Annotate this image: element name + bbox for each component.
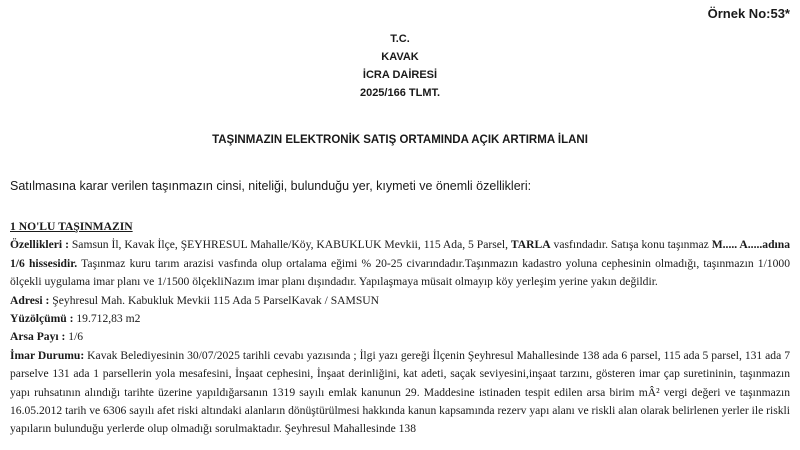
features-bold-1: TARLA <box>510 238 551 252</box>
area-value: 19.712,83 m2 <box>73 312 141 326</box>
address-label: Adresi : <box>10 293 50 307</box>
property-details <box>10 218 790 439</box>
share-value: 1/6 <box>65 330 84 344</box>
zoning-value: Kavak Belediyesinin 30/07/2025 tarihli cevabı yazısında ; İlgi yazı gereği İlçenin Şeyhresul Mahallesinde 138 ada 6 parsel, 115 ada 5 parsel, 131 ada 7 parselve 131 ada 1 parsellerin yola mesafesini, İnşaat cephesini, İnşaat derinliğini, kat adeti, saçak seviyesini,inşaat tarzını, gösteren imar çap suretininin, taşınmazın yapı ruhsatının alındığı tarihte üzerine yapıldığarsanın 1319 sayılı emlak kanunun 29. Maddesine istinaden tespit edilen arsa birim mÂ² vergi değeri ve taşınmazın 16.05.2012 tarih ve 6306 sayılı afet riski altındaki alanların dönüştürülmesi hakkında kanun kapsamında rezerv yapı alanı ve riskli alan olarak belirlenen yerler ile riskli yapıların bulunduğu yerlerde olup olmadığı sorulmaktadır. Şeyhresul Mahallesinde 138 <box>10 348 790 436</box>
area-label: Yüzölçümü : <box>10 312 74 326</box>
header-file-number: 2025/166 TLMT. <box>359 87 441 99</box>
features-text-3: Taşınmaz kuru tarım arazisi vasfında olup ortalama eğimi % 20-25 civarındadır.Taşınmazın kadastro yoluna cephesinin olmadığı, taşınmazın 1/1000 ölçekli uygulama imar planı ve 1/1500 ölçekliNazım imar planı dışındadır. Yapılaşmaya müsait olmayıp köy yerleşim yerine yakın değildir. <box>10 256 790 289</box>
features-text-1: Samsun İl, Kavak İlçe, ŞEYHRESUL Mahalle/Köy, KABUKLUK Mevkii, 115 Ada, 5 Parsel, <box>68 238 511 252</box>
address-value: Şeyhresul Mah. Kabukluk Mevkii 115 Ada 5 ParselKavak / SAMSUN <box>49 293 380 307</box>
features-paragraph <box>10 236 790 291</box>
share-label: Arsa Payı : <box>10 330 66 344</box>
features-bold-2: M..... A.....adına 1/6 hissesidir. <box>10 238 790 270</box>
area-line <box>10 310 790 328</box>
features-label: Özellikleri : <box>10 238 69 252</box>
zoning-label: İmar Durumu: <box>10 348 85 362</box>
address-line <box>10 292 790 310</box>
intro-text: Satılmasına karar verilen taşınmazın cinsi, niteliği, bulunduğu yer, kıymeti ve önemli özellikleri: <box>10 179 532 193</box>
share-line <box>10 328 790 346</box>
header-office: İCRA DAİRESİ <box>362 69 438 81</box>
section-title: 1 NO'LU TAŞINMAZIN <box>10 220 133 233</box>
header-district: KAVAK <box>381 51 419 63</box>
document-title: TAŞINMAZIN ELEKTRONİK SATIŞ ORTAMINDA AÇIK ARTIRMA İLANI <box>212 134 588 146</box>
zoning-paragraph <box>10 347 790 439</box>
document-header <box>0 30 800 102</box>
sample-number: Örnek No:53* <box>707 6 790 21</box>
header-country: T.C. <box>390 33 410 45</box>
features-text-2: vasfındadır. Satışa konu taşınmaz <box>550 238 712 252</box>
